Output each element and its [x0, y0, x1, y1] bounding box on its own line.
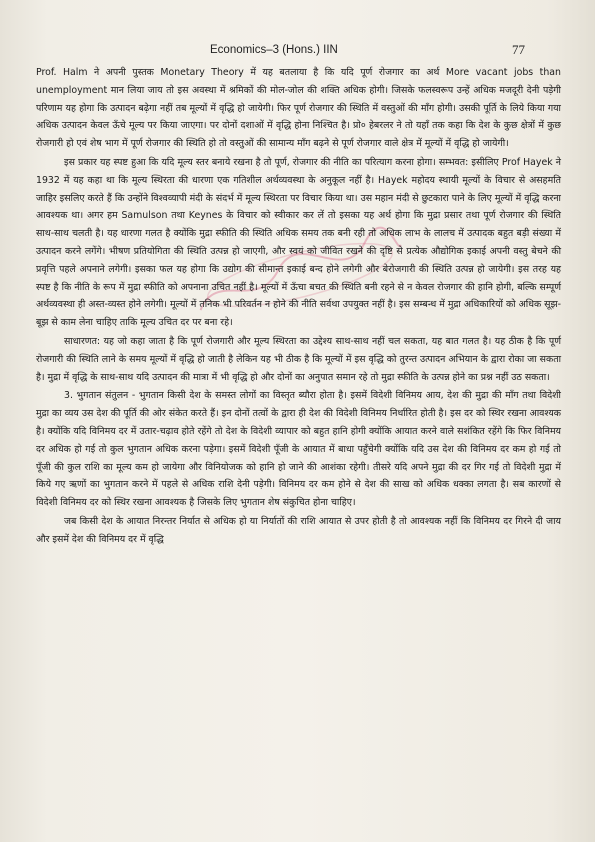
- running-title: Economics–3 (Hons.) IIN: [210, 44, 338, 56]
- paragraph-general: साधारणत: यह जो कहा जाता है कि पूर्ण रोजगारी और मूल्य स्थिरता का उद्देश्य साथ-साथ नहीं चल सकता, यह बात गलत है। यह ठीक है कि पूर्ण रोजगारी की स्थिति लाने के समय मूल्यों में वृद्धि हो जाती है लेकिन यह भी ठीक है कि मूल्यों में इस वृद्धि को तुरन्त उत्पादन अभियान के द्वारा रोका जा सकता है। मुद्रा में वृद्धि के साथ-साथ यदि उत्पादन की मात्रा में भी वृद्धि हो और दोनों का अनुपात समान रहे तो मुद्रा स्फीति के उत्पन्न होने का प्रश्न नहीं उठ सकता।: [36, 335, 561, 383]
- paragraph-halm: Prof. Halm ने अपनी पुस्तक Monetary Theory में यह बतलाया है कि यदि पूर्ण रोजगार का अर्थ More vacant jobs than unemployment मान लिया जाय तो इस अवस्था में श्रमिकों की मोल-जोल की शक्ति अधिक होगी। जिसके फलस्वरूप उन्हें अधिक मजदूरी देनी पड़ेगी परिणाम यह होगा कि उत्पादन बढ़ेगा नहीं तब मूल्यों में वृद्धि हो जायेगी। फिर पूर्ण रोजगार की स्थिति में वस्तुओं की माँग होगी। उसकी पूर्ति के लिये किया गया अधिक उत्पादन केवल ऊँचे मूल्य पर किया जाएगा। पर दोनों दशाओं में वृद्धि होना निश्चित है। प्रो० हेबरलर ने तो यहाँ तक कहा कि देश के कुछ क्षेत्रों में कुछ रोजगारी हो एवं शेष भाग में पूर्ण रोजगार की स्थिति हो तो वस्तुओं की सामान्य माँग बढ़ने से पूर्ण रोजगार वाले क्षेत्र में मूल्यों में वृद्धि हो जायेगी।: [36, 67, 561, 150]
- page-header: [40, 42, 555, 62]
- paragraph-hayek: इस प्रकार यह स्पष्ट हुआ कि यदि मूल्य स्तर बनाये रखना है तो पूर्ण, रोजगार की नीति का परित्याग करना होगा। सम्भवत: इसीलिए Prof Hayek ने 1932 में यह कहा था कि मूल्य स्थिरता की धारणा एक गतिशील अर्थव्यवस्था के अनुकूल नहीं है। Hayek महोदय स्थायी मूल्यों के विचार से असहमति जाहिर इसलिए करते हैं कि उन्होंने विश्वव्यापी मंदी के संदर्भ में मूल्य स्थिरता पर विचार किया था। उस महान मंदी से छुटकारा पाने के लिए मूल्यों में वृद्धि करना आवश्यक था। अगर हम Samulson तथा Keynes के विचार को स्वीकार कर लें तो इसका यह अर्थ होगा कि मुद्रा प्रसार तथा पूर्ण रोजगार की स्थिति साथ-साथ चलती है। यह धारणा गलत है क्योंकि मुद्रा स्फीति की स्थिति अधिक समय तक बनी रही तो अधिक लाभ के लालच में उत्पादक बहुत बड़ी संख्या में उत्पादन करने लगेंगे। भीषण प्रतियोगिता की स्थिति उत्पन्न हो जाएगी, और स्वयं को जीवित रखने की दृष्टि से प्रत्येक औद्योगिक इकाई अपनी वस्तु बेचने की प्रवृत्ति पहले अपनाने लगेगी। इसका फल यह होगा कि उद्योग की सीमान्त इकाई बन्द होने लगेगी और बेरोजगारी की स्थिति उत्पन्न हो जायेगी। इस तरह यह स्पष्ट है कि नीति के रूप में मुद्रा स्फीति को अपनाना उचित नहीं है। मूल्यों में ऊँचा बचत की स्थिति बनी रहने से न केवल रोजगार की हानि होगी, बल्कि सम्पूर्ण अर्थव्यवस्था ही अस्त-व्यस्त होने लगेगी। मूल्यों में तनिक भी परिवर्तन न होने की नीति सर्वथा उपयुक्त नहीं है। इस सम्बन्ध में मुद्रा अधिकारियों को अधिक सूझ-बूझ से काम लेना चाहिए ताकि मूल्य उचित दर पर बना रहे।: [36, 156, 561, 329]
- page-number: 77: [512, 42, 525, 57]
- page-body: [36, 64, 561, 832]
- paragraph-balance-of-payments: 3. भुगतान संतुलन - भुगतान किसी देश के समस्त लोगों का विस्तृत ब्यौरा होता है। इसमें विदेशी विनिमय आय, देश की मुद्रा की माँग तथा विदेशी मुद्रा का व्यय उस देश की पूर्ति की ओर संकेत करते हैं। इन दोनों तत्वों के द्वारा ही देश की विदेशी विनिमय निर्धारित होती है। इस दर को स्थिर रखना आवश्यक है। क्योंकि यदि विनिमय दर में उतार-चढ़ाव होते रहेंगे तो देश के विदेशी व्यापार को बहुत हानि होगी क्योंकि आयात करने वाले सशंकित रहेंगे कि फिर विनिमय दर अधिक हो गई तो कुल भुगतान अधिक करना पड़ेगा। इसमें विदेशी पूँजी के आयात में बाधा पहुँचेगी क्योंकि यदि उस देश की विनिमय दर कम हो गई तो पूँजी की कुल राशि का मूल्य कम हो जायेगा और विनियोजक को हानि हो जाने की आशंका रहेगी। तीसरे यदि अपने मुद्रा की दर गिर गई तो विदेशी मुद्रा में किये गए ऋणों का भुगतान करने में पहले से अधिक राशि देनी पड़ेगी। विनिमय दर कम होने से देश की साख को अधिक धक्का लगता है। सब कारणों से विदेशी विनिमय दर को स्थिर रखना आवश्यक है जिसके लिए भुगतान शेष संकुचित होना चाहिए।: [36, 390, 561, 509]
- paragraph-imports: जब किसी देश के आयात निरन्तर निर्यात से अधिक हो या निर्यातों की राशि आयात से उपर होती है तो आवश्यक नहीं कि विनिमय दर गिरने दी जाय और इसमें देश की विनिमय दर में वृद्धि: [36, 515, 561, 545]
